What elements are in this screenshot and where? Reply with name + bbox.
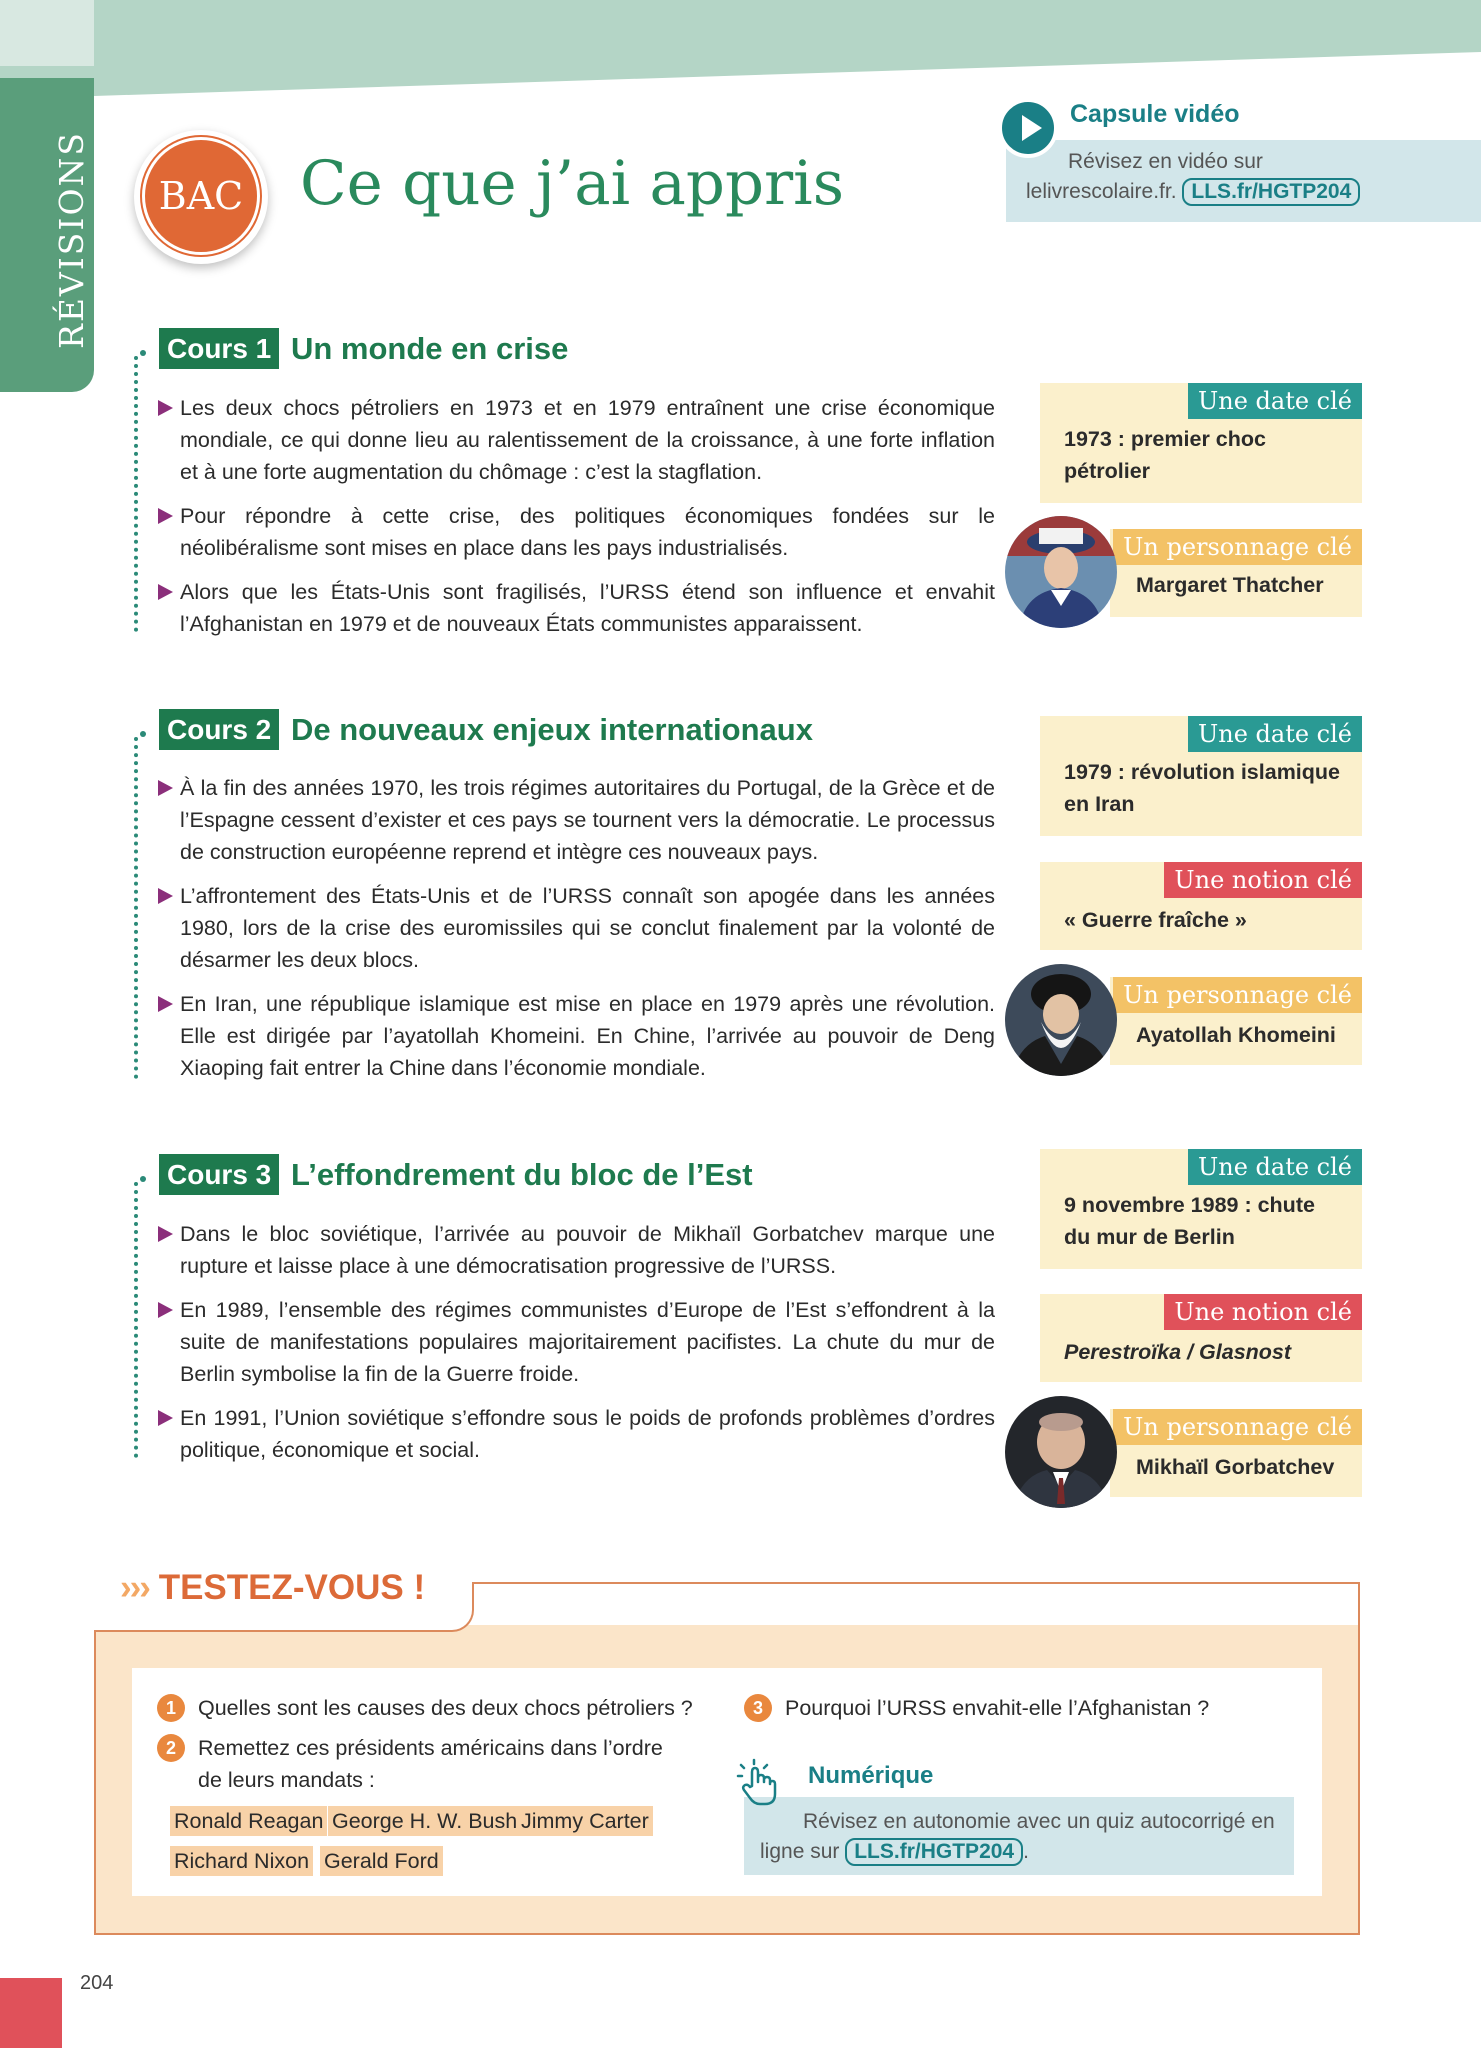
cours-2-label: Cours 2 — [159, 709, 279, 750]
cours-3-bullet-3: En 1991, l’Union soviétique s’effondre sous le poids de profonds problèmes d’ordres politique, économique et social. — [180, 1402, 995, 1466]
numerique-link[interactable]: LLS.fr/HGTP204 — [845, 1838, 1023, 1866]
person-tag: Un personnage clé — [1113, 1409, 1362, 1445]
revisions-label: RÉVISIONS — [52, 131, 91, 349]
capsule-site: lelivrescolaire.fr. — [1026, 180, 1177, 203]
bullet-triangle-icon — [158, 1302, 173, 1318]
question-number: 2 — [157, 1734, 185, 1762]
question-number: 1 — [157, 1694, 185, 1722]
dotted-line — [134, 737, 138, 1079]
question-2-line-2: de leurs mandats : — [198, 1768, 375, 1792]
president-chip: Gerald Ford — [320, 1846, 443, 1876]
date-text: 1973 : premier choc pétrolier — [1064, 427, 1266, 483]
divider — [472, 1582, 1360, 1584]
chevrons-icon: ››› — [120, 1568, 149, 1607]
cours-2-bullet-1: À la fin des années 1970, les trois régimes autoritaires du Portugal, de la Grèce et de l’Espagne cessent d’exister et ces pays se tournent vers la démocratie. Le processus de construction européenne reprend et intègre ces nouveaux pays. — [180, 772, 995, 868]
cours-2-date-box — [1040, 716, 1362, 836]
notion-text: « Guerre fraîche » — [1064, 908, 1247, 932]
portrait-ayatollah-khomeini — [1005, 964, 1117, 1076]
cours-3-title: L’effondrement du bloc de l’Est — [291, 1157, 753, 1192]
capsule-video-text-2 — [1026, 178, 1360, 206]
cours-1-bullet-2: Pour répondre à cette crise, des politiques économiques fondées sur le néolibéralisme sont mises en place dans les pays industrialisés. — [180, 500, 995, 564]
cours-1-person-box — [1110, 529, 1362, 617]
cours-2-bullet-2: L’affrontement des États-Unis et de l’URSS connaît son apogée dans les années 1980, lors de la crise des euromissiles qui se conclut finalement par la volonté de désarmer les deux blocs. — [180, 880, 995, 976]
dotted-line — [134, 356, 138, 632]
bullet-triangle-icon — [158, 996, 173, 1012]
cours-3-person-box — [1110, 1409, 1362, 1497]
bullet-triangle-icon — [158, 400, 173, 416]
numerique-text-2: ligne sur LLS.fr/HGTP204 . — [760, 1838, 1029, 1866]
question-2: Remettez ces présidents américains dans l’ordre — [198, 1736, 663, 1760]
dotted-line — [134, 1182, 138, 1458]
page-marker — [0, 1978, 62, 2048]
cours-2-notion-box — [1040, 862, 1362, 950]
date-tag: Une date clé — [1188, 716, 1362, 752]
cours-3-label: Cours 3 — [159, 1154, 279, 1195]
page-title: Ce que j’ai appris — [300, 148, 844, 219]
date-text: 9 novembre 1989 : chute du mur de Berlin — [1064, 1193, 1315, 1249]
cours-1-date-box — [1040, 383, 1362, 503]
date-tag: Une date clé — [1188, 383, 1362, 419]
bullet-triangle-icon — [158, 1226, 173, 1242]
cours-3-bullet-1: Dans le bloc soviétique, l’arrivée au pouvoir de Mikhaïl Gorbatchev marque une rupture et laisse place à une démocratisation progressive de l’URSS. — [180, 1218, 995, 1282]
dotted-line-cap — [140, 350, 146, 356]
person-tag: Un personnage clé — [1113, 977, 1362, 1013]
touch-hand-icon — [734, 1756, 786, 1808]
president-chip: Richard Nixon — [170, 1846, 313, 1876]
person-name: Ayatollah Khomeini — [1136, 1023, 1336, 1047]
president-chip: Ronald Reagan — [170, 1806, 327, 1836]
portrait-margaret-thatcher — [1005, 516, 1117, 628]
person-name: Mikhaïl Gorbatchev — [1136, 1455, 1335, 1479]
bullet-triangle-icon — [158, 1410, 173, 1426]
cours-1-bullet-1: Les deux chocs pétroliers en 1973 et en 1979 entraînent une crise économique mondiale, ce qui donne lieu au ralentissement de la croissance, à une forte inflation et à une forte augmentation du chômage : c’est la stagflation. — [180, 392, 995, 488]
capsule-video-title: Capsule vidéo — [1070, 100, 1240, 128]
bullet-triangle-icon — [158, 584, 173, 600]
question-1: Quelles sont les causes des deux chocs pétroliers ? — [198, 1696, 693, 1720]
page-number: 204 — [80, 1972, 114, 1994]
notion-tag: Une notion clé — [1164, 862, 1362, 898]
numerique-text: Révisez en autonomie avec un quiz autocorrigé en — [803, 1810, 1275, 1833]
testez-vous-title: ››› TESTEZ-VOUS ! — [120, 1568, 426, 1607]
person-name: Margaret Thatcher — [1136, 573, 1324, 597]
cours-1-title: Un monde en crise — [291, 331, 569, 366]
person-tag: Un personnage clé — [1113, 529, 1362, 565]
capsule-link[interactable]: LLS.fr/HGTP204 — [1182, 178, 1360, 206]
cours-2-title: De nouveaux enjeux internationaux — [291, 712, 813, 747]
bac-badge: BAC — [142, 137, 260, 255]
top-corner-block — [0, 0, 94, 66]
play-icon[interactable] — [998, 98, 1058, 158]
numerique-title: Numérique — [808, 1762, 934, 1789]
capsule-video-text: Révisez en vidéo sur — [1068, 150, 1263, 173]
bullet-triangle-icon — [158, 508, 173, 524]
notion-tag: Une notion clé — [1164, 1294, 1362, 1330]
bullet-triangle-icon — [158, 888, 173, 904]
cours-3-date-box — [1040, 1149, 1362, 1269]
divider — [1358, 1582, 1360, 1627]
cours-1-bullet-3: Alors que les États-Unis sont fragilisés, l’URSS étend son influence et envahit l’Afghanistan en 1979 et de nouveaux États communistes apparaissent. — [180, 576, 995, 640]
cours-1-label: Cours 1 — [159, 328, 279, 369]
portrait-mikhail-gorbatchev — [1005, 1396, 1117, 1508]
question-number: 3 — [744, 1694, 772, 1722]
president-chip: George H. W. Bush — [328, 1806, 521, 1836]
question-3: Pourquoi l’URSS envahit-elle l’Afghanistan ? — [785, 1696, 1210, 1720]
cours-3-notion-box — [1040, 1294, 1362, 1382]
bullet-triangle-icon — [158, 780, 173, 796]
dotted-line-cap — [140, 1176, 146, 1182]
cours-3-bullet-2: En 1989, l’ensemble des régimes communistes d’Europe de l’Est s’effondrent à la suite de manifestations populaires majoritairement pacifistes. La chute du mur de Berlin symbolise la fin de la Guerre froide. — [180, 1294, 995, 1390]
cours-2-person-box — [1110, 977, 1362, 1065]
dotted-line-cap — [140, 731, 146, 737]
cours-2-bullet-3: En Iran, une république islamique est mise en place en 1979 après une révolution. Elle est dirigée par l’ayatollah Khomeini. En Chine, l’arrivée au pouvoir de Deng Xiaoping fait entrer la Chine dans l’économie mondiale. — [180, 988, 995, 1084]
notion-text: Perestroïka / Glasnost — [1064, 1340, 1292, 1364]
top-band — [0, 0, 1481, 96]
president-chip: Jimmy Carter — [517, 1806, 653, 1836]
date-text: 1979 : révolution islamique en Iran — [1064, 760, 1341, 816]
date-tag: Une date clé — [1188, 1149, 1362, 1185]
